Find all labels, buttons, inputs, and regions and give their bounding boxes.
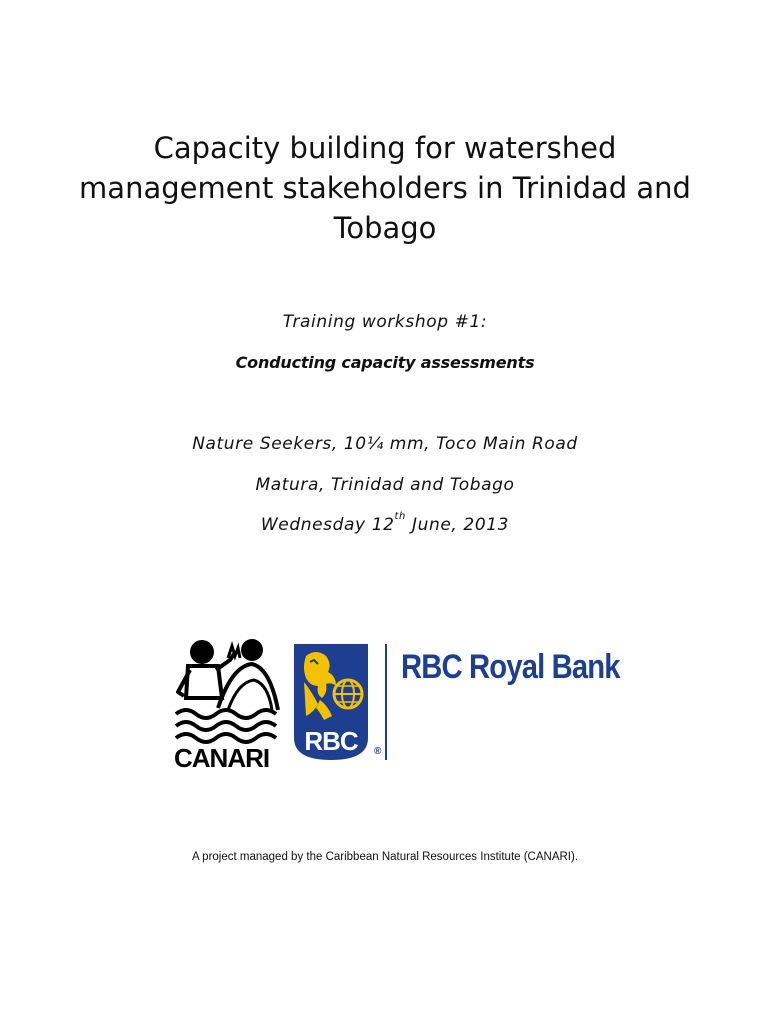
rbc-royal-bank-wordmark: RBC Royal Bank bbox=[401, 648, 620, 686]
title-line-1: Capacity building for watershed bbox=[153, 131, 617, 165]
date-ordinal-suffix: th bbox=[394, 511, 406, 522]
project-note: A project managed by the Caribbean Natural Resources Institute (CANARI). bbox=[191, 851, 579, 863]
date-rest: June, 2013 bbox=[406, 515, 510, 535]
date-line bbox=[0, 511, 770, 535]
document-title bbox=[60, 128, 710, 248]
logo-divider bbox=[385, 644, 387, 760]
canari-logo bbox=[172, 636, 284, 770]
workshop-topic: Conducting capacity assessments bbox=[235, 353, 535, 372]
logo-row bbox=[172, 636, 620, 770]
date-prefix: Wednesday 12 bbox=[260, 515, 395, 535]
rbc-shield-text: RBC bbox=[304, 726, 358, 756]
venue-line: Nature Seekers, 10¼ mm, Toco Main Road bbox=[192, 434, 578, 454]
title-line-3: Tobago bbox=[333, 211, 437, 245]
rbc-shield-logo bbox=[292, 642, 370, 762]
place-line: Matura, Trinidad and Tobago bbox=[255, 475, 515, 495]
canari-logo-text: CANARI bbox=[174, 743, 270, 770]
workshop-label: Training workshop #1: bbox=[282, 312, 488, 332]
title-line-2: management stakeholders in Trinidad and bbox=[79, 171, 691, 205]
registered-trademark-mark: ® bbox=[374, 746, 382, 757]
